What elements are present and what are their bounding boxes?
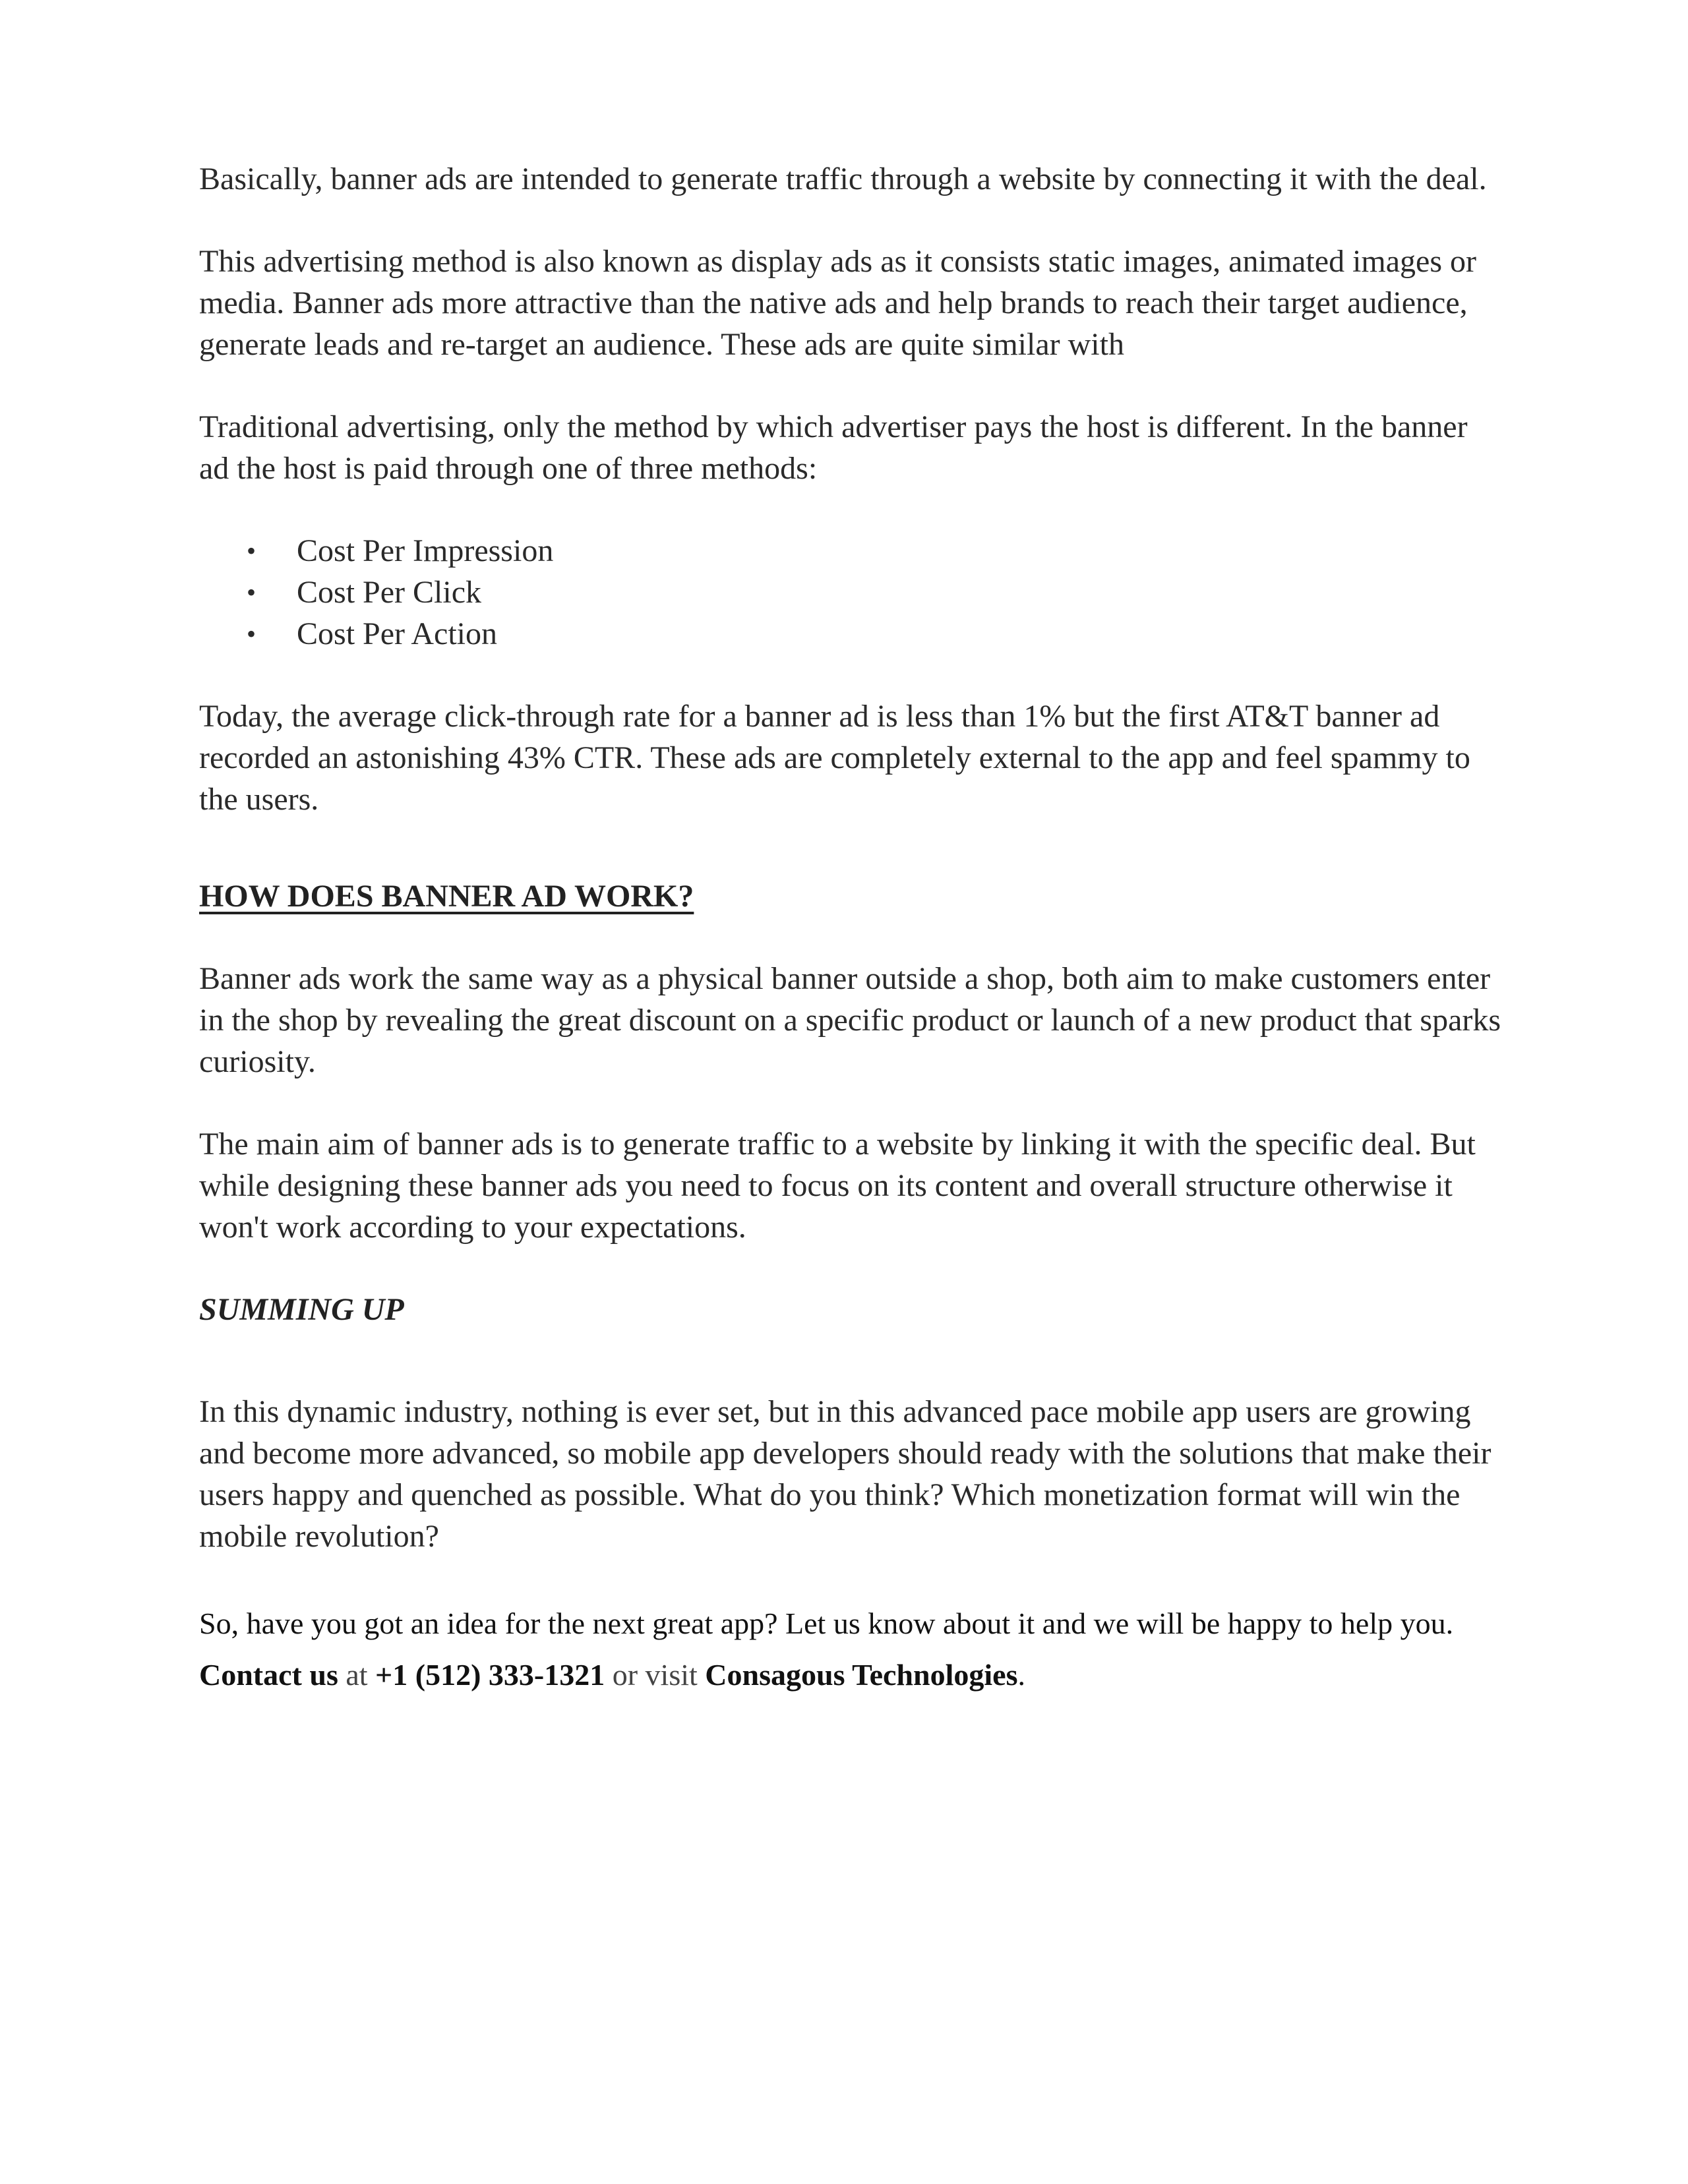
list-item: • Cost Per Impression — [199, 530, 1505, 572]
company-link[interactable]: Consagous Technologies — [705, 1658, 1018, 1692]
cta-end-punctuation: . — [1017, 1658, 1025, 1692]
cta-lead-text: So, have you got an idea for the next great app? Let us know about it and we will be happy to help you. — [199, 1607, 1454, 1640]
paragraph-physical-banner: Banner ads work the same way as a physical banner outside a shop, both aim to make customers enter in the shop by revealing the great discount on a specific product or launch of a new product that sparks curiosity. — [199, 961, 1501, 1079]
paragraph-ctr: Today, the average click-through rate for a banner ad is less than 1% but the first AT&T banner ad recorded an astonishing 43% CTR. These ads are completely external to the app and feel spammy to the users. — [199, 699, 1470, 817]
paragraph-conclusion: In this dynamic industry, nothing is ever set, but in this advanced pace mobile app users are growing and become more advanced, so mobile app developers should ready with the solutions that make their users happy and quenched as possible. What do you think? Which monetization format will win the mobile revolution? — [199, 1394, 1492, 1554]
contact-us-link[interactable]: Contact us — [199, 1658, 338, 1692]
list-item: • Cost Per Click — [199, 572, 1505, 613]
paragraph-display-ads: This advertising method is also known as display ads as it consists static images, animated images or media. Banner ads more attractive than the native ads and help brands to reach their target audience, generate leads and re-target an audience. These ads are quite similar with — [199, 244, 1477, 362]
cta-at-text: at — [346, 1658, 368, 1692]
paragraph-payment-methods: Traditional advertising, only the method by which advertiser pays the host is different. In the banner ad the host is paid through one of three methods: — [199, 409, 1468, 486]
paragraph-main-aim: The main aim of banner ads is to generate traffic to a website by linking it with the specific deal. But while designing these banner ads you need to focus on its content and overall structure otherwise it won't work according to your expectations. — [199, 1127, 1476, 1245]
heading-how-banner-works: HOW DOES BANNER AD WORK? — [199, 879, 694, 914]
payment-methods-list — [199, 530, 1505, 655]
cta-visit-text: or visit — [612, 1658, 698, 1692]
heading-summing-up: SUMMING UP — [199, 1292, 404, 1327]
phone-number[interactable]: +1 (512) 333-1321 — [375, 1658, 605, 1692]
paragraph-intro: Basically, banner ads are intended to generate traffic through a website by connecting it with the deal. — [199, 162, 1487, 196]
call-to-action — [199, 1598, 1505, 1701]
list-item: • Cost Per Action — [199, 613, 1505, 655]
document-body — [199, 158, 1505, 1701]
